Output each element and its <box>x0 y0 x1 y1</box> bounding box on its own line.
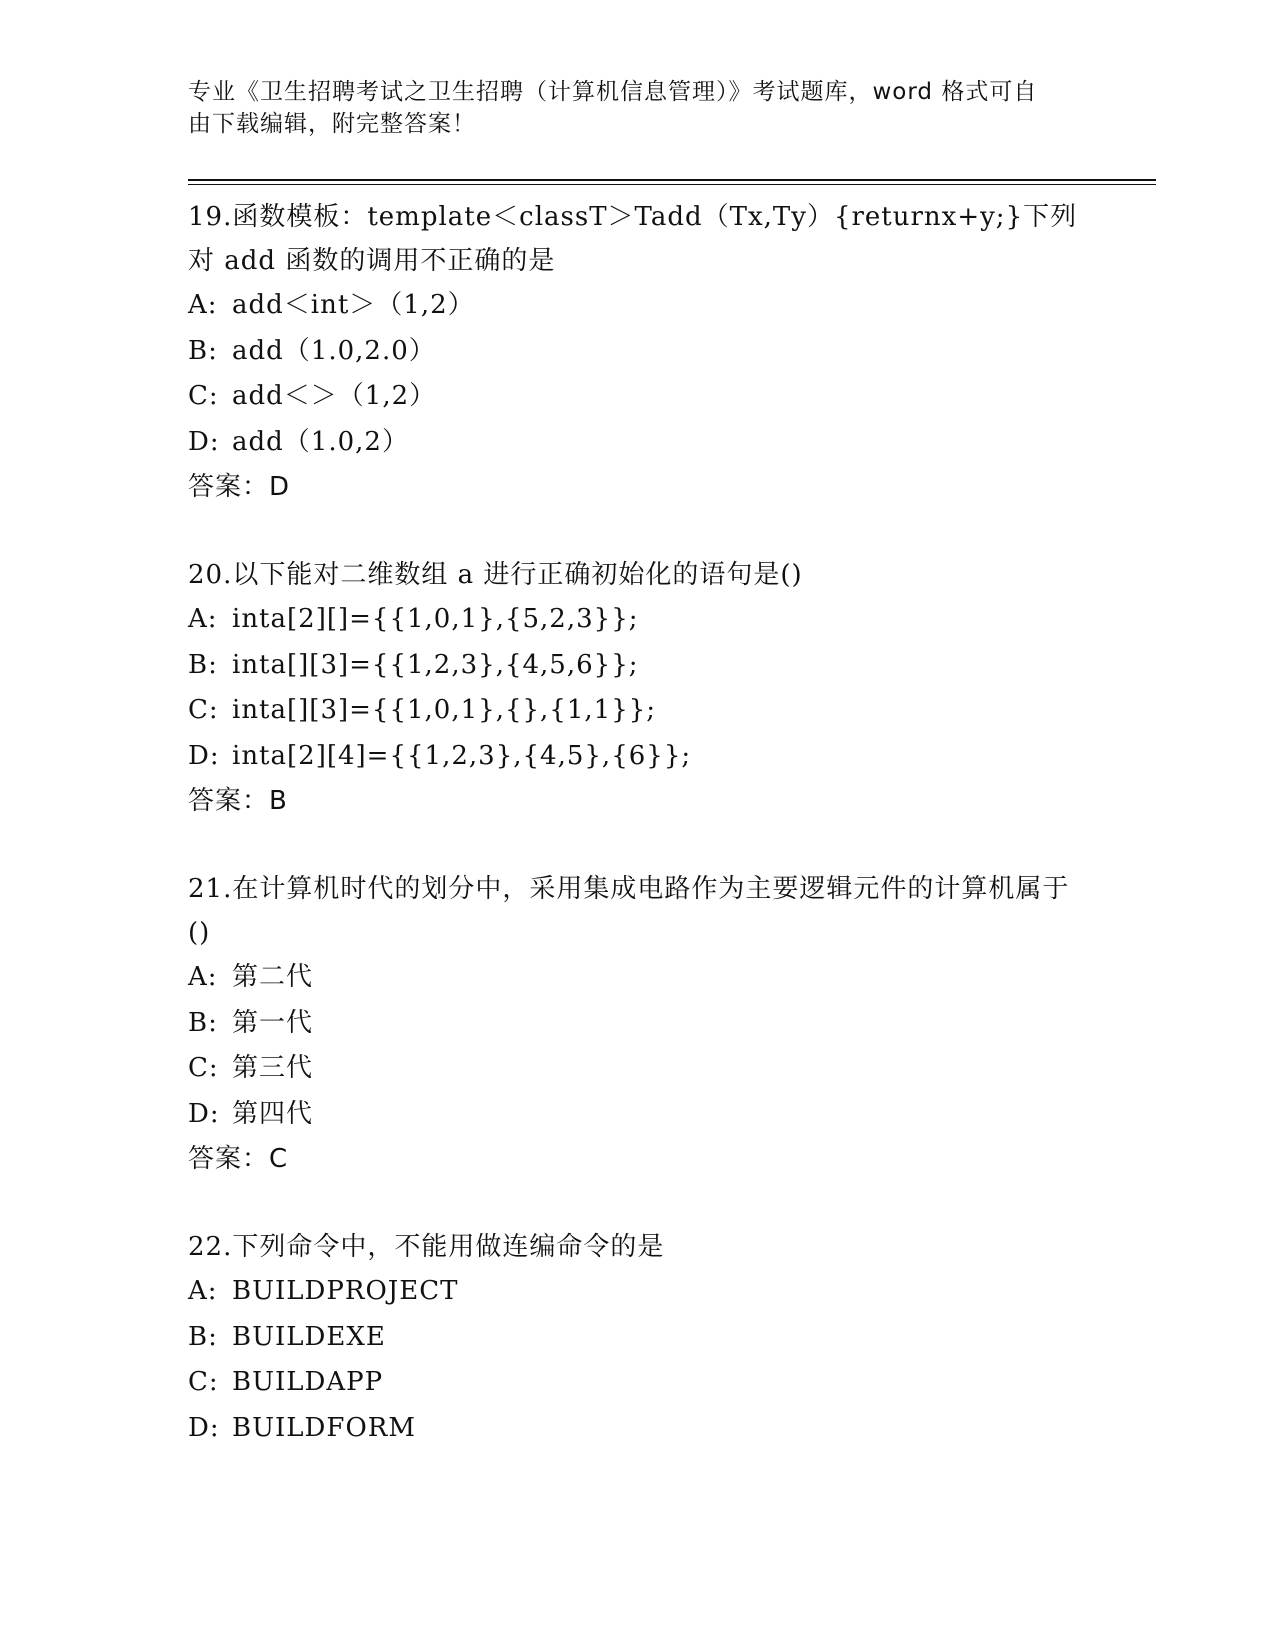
option-text: BUILDFORM <box>232 1412 416 1443</box>
answer-line <box>188 779 1148 824</box>
question-stem: 20.以下能对二维数组 a 进行正确初始化的语句是() <box>188 560 803 590</box>
option-b <box>188 329 1148 375</box>
answer-value: C <box>269 1144 289 1174</box>
option-b <box>188 1315 1148 1361</box>
option-key: B: <box>188 1321 218 1352</box>
option-key: B: <box>188 1007 218 1038</box>
answer-value: B <box>269 786 288 816</box>
option-text: 第一代 <box>232 1007 314 1038</box>
option-text: add（1.0,2） <box>232 426 409 457</box>
answer-label: 答案： <box>188 472 270 502</box>
option-text: 第三代 <box>232 1053 314 1083</box>
option-b <box>188 1001 1148 1047</box>
option-text: 第二代 <box>232 962 314 992</box>
option-key: C: <box>188 381 219 411</box>
answer-label: 答案： <box>188 786 270 816</box>
option-a <box>188 1269 1148 1315</box>
option-b <box>188 643 1148 689</box>
option-text: 第四代 <box>232 1098 314 1129</box>
option-key: D: <box>188 740 220 771</box>
option-c <box>188 1046 1148 1092</box>
option-key: C: <box>188 1053 219 1083</box>
option-d <box>188 734 1148 780</box>
option-key: B: <box>188 335 218 366</box>
option-c <box>188 688 1148 734</box>
option-text: inta[][3]={{1,2,3},{4,5,6}}; <box>232 649 639 680</box>
option-text: inta[][3]={{1,0,1},{},{1,1}}; <box>232 695 657 725</box>
header-divider-thick <box>188 179 1156 181</box>
option-text: add＜＞（1,2） <box>232 381 437 411</box>
question-stem: 21.在计算机时代的划分中，采用集成电路作为主要逻辑元件的计算机属于() <box>188 874 1070 948</box>
question-stem: 22.下列命令中，不能用做连编命令的是 <box>188 1232 665 1262</box>
option-key: D: <box>188 426 220 457</box>
option-text: inta[2][]={{1,0,1},{5,2,3}}; <box>232 604 639 634</box>
answer-label: 答案： <box>188 1144 270 1174</box>
option-a <box>188 597 1148 643</box>
option-text: BUILDAPP <box>232 1367 384 1397</box>
question-22 <box>188 1225 1148 1451</box>
option-a <box>188 283 1148 329</box>
document-header <box>188 76 1088 140</box>
option-key: C: <box>188 695 219 725</box>
answer-line <box>188 465 1148 510</box>
option-key: A: <box>188 604 218 634</box>
question-20 <box>188 553 1148 824</box>
option-text: inta[2][4]={{1,2,3},{4,5},{6}}; <box>232 740 692 771</box>
option-d <box>188 1406 1148 1452</box>
option-key: A: <box>188 1276 218 1306</box>
header-divider-thin <box>188 184 1156 185</box>
answer-line <box>188 1137 1148 1182</box>
option-key: D: <box>188 1412 220 1443</box>
option-a <box>188 955 1148 1001</box>
question-19 <box>188 195 1148 510</box>
option-key: A: <box>188 962 218 992</box>
question-21 <box>188 867 1148 1182</box>
answer-value: D <box>269 472 291 502</box>
option-text: BUILDPROJECT <box>232 1276 459 1306</box>
option-key: B: <box>188 649 218 680</box>
header-line-1: 专业《卫生招聘考试之卫生招聘（计算机信息管理）》考试题库，word 格式可自 <box>188 79 1038 105</box>
question-list <box>188 190 1148 1451</box>
header-line-2: 由下载编辑，附完整答案！ <box>188 111 476 137</box>
option-key: A: <box>188 290 218 320</box>
option-key: C: <box>188 1367 219 1397</box>
option-key: D: <box>188 1098 220 1129</box>
question-stem: 19.函数模板：template＜classT＞Tadd（Tx,Ty）{returnx+y;}下列对 add 函数的调用不正确的是 <box>188 202 1078 276</box>
option-text: BUILDEXE <box>232 1321 386 1352</box>
option-text: add（1.0,2.0） <box>232 335 436 366</box>
option-c <box>188 1360 1148 1406</box>
option-d <box>188 420 1148 466</box>
option-c <box>188 374 1148 420</box>
option-d <box>188 1092 1148 1138</box>
option-text: add＜int＞（1,2） <box>232 290 475 320</box>
